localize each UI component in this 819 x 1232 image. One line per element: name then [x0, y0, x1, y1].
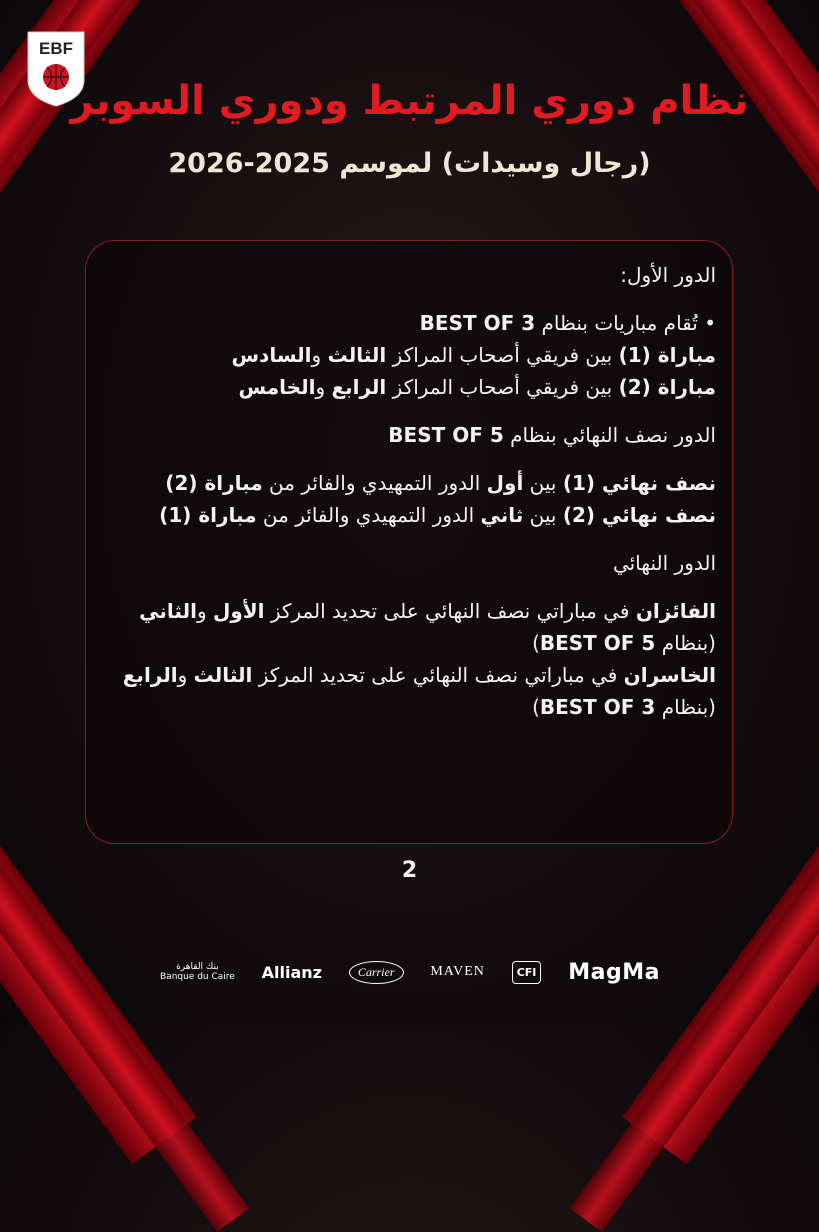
page-number: 2 [401, 858, 418, 883]
maven-logo: MAVEN [430, 964, 485, 979]
page-subtitle: (رجال وسيدات) لموسم 2025-2026 [168, 148, 651, 179]
allianz-logo: Allianz [261, 962, 322, 982]
magma-logo: MagMa [568, 959, 660, 985]
semi-final-2-line: نصف نهائي (2) بين ثاني الدور التمهيدي والفائر من مباراة (1) [159, 503, 716, 527]
final-losers-line: الخاسران في مباراتي نصف النهائي على تحديد المركز الثالث والرابع (بنظام BEST OF 3) [122, 663, 716, 719]
carrier-logo: Carrier [349, 961, 404, 984]
page-title: نظام دوري المرتبط ودوري السوبر [70, 78, 749, 124]
final-heading: الدور النهائي [612, 551, 716, 575]
semi-final-heading: الدور نصف النهائي بنظام BEST OF 5 [388, 423, 716, 447]
cfi-logo: CFI [512, 961, 542, 984]
sponsor-bar [160, 956, 660, 988]
match-1-line: مباراة (1) بين فريقي أصحاب المراكز الثالث والسادس [231, 343, 716, 367]
round1-heading: الدور الأول: [620, 263, 716, 287]
banque-du-caire-logo: بنك القاهرة Banque du Caire [160, 962, 235, 982]
content-panel [85, 240, 733, 844]
svg-text:EBF: EBF [39, 39, 73, 58]
final-winners-line: الفائزان في مباراتي نصف النهائي على تحديد المركز الأول والثاني (بنظام BEST OF 5) [139, 599, 716, 655]
round1-intro: • تُقام مباريات بنظام BEST OF 3 [419, 311, 716, 335]
semi-final-1-line: نصف نهائي (1) بين أول الدور التمهيدي والفائر من مباراة (2) [165, 471, 716, 495]
match-2-line: مباراة (2) بين فريقي أصحاب المراكز الرابع والخامس [238, 375, 716, 399]
